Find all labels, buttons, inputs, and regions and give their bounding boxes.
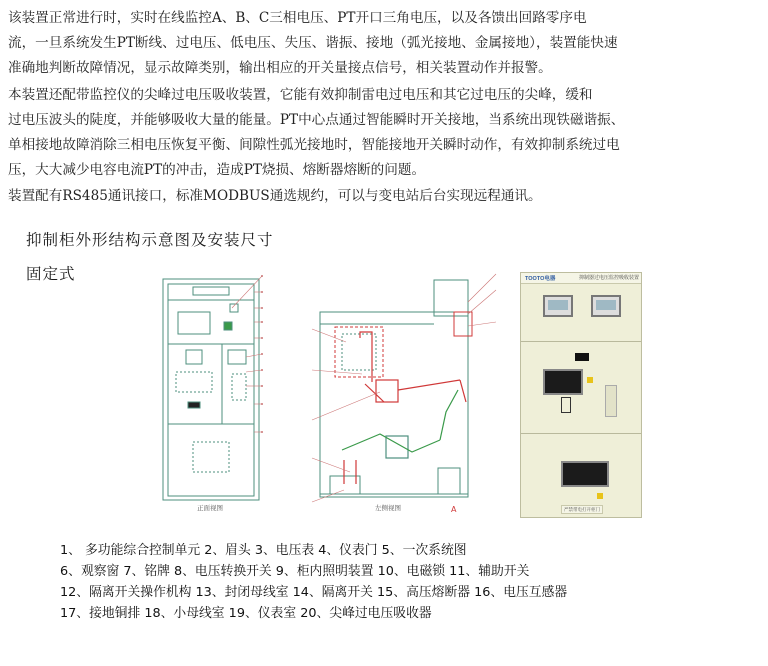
photo-brand: TOOTO电器 <box>525 276 556 282</box>
paragraph-line: 该装置正常进行时，实时在线监控A、B、C三相电压、PT开口三角电压，以及各馈出回路零序电 <box>8 10 587 26</box>
cabinet-photo <box>520 272 642 518</box>
paragraph-line: 装置配有RS485通讯接口，标准MODBUS通选规约，可以与变电站后台实现远程通讯。 <box>8 188 542 204</box>
paragraph-absorber <box>8 83 760 183</box>
side-view-diagram <box>320 280 472 497</box>
paragraph-line: 过电压波头的陡度，并能够吸收大量的能量。PT中心点通过智能瞬时开关接地，当系统出现铁磁谐振、 <box>8 112 625 128</box>
legend-line: 12、隔离开关操作机构 13、封闭母线室 14、隔离开关 15、高压熔断器 16、电压互感器 <box>60 585 568 600</box>
paragraph-line: 压，大大减少电容电流PT的冲击，造成PT烧损、熔断器熔断的问题。 <box>8 162 426 178</box>
monitor-screen-right <box>591 295 621 317</box>
side-view-caption: 左侧视图 <box>375 504 401 512</box>
paragraph-line: 准确地判断故障情况，显示故障类别，输出相应的开关量接点信号，相关装置动作并报警。 <box>8 60 552 76</box>
paragraph-line: 单相接地故障消除三相电压恢复平衡、间隙性弧光接地时，智能接地开关瞬时动作，有效抑制系统过电 <box>8 137 620 153</box>
lower-observation-window <box>561 461 609 487</box>
paragraph-line: 本装置还配带监控仪的尖峰过电压吸收装置，它能有效抑制雷电过电压和其它过电压的尖峰，缓和 <box>8 87 593 103</box>
section-title: 抑制柜外形结构示意图及安装尺寸 <box>26 231 274 249</box>
photo-footer-label: 严禁带电打开柜门 <box>561 505 603 514</box>
front-view-diagram <box>163 279 259 500</box>
front-view-caption: 正面视图 <box>197 504 223 512</box>
observation-window <box>543 369 583 395</box>
door-latch <box>605 385 617 417</box>
photo-header-band <box>521 273 641 284</box>
legend-line: 1、 多功能综合控制单元 2、眉头 3、电压表 4、仪表门 5、一次系统图 <box>60 543 467 558</box>
legend-line: 17、接地铜排 18、小母线室 19、仪表室 20、尖峰过电压吸收器 <box>60 606 432 621</box>
photo-header-text: 抑制器过电压监控吸收装置 <box>579 275 640 281</box>
front-view-callouts <box>232 276 262 432</box>
indicator-display <box>575 353 589 361</box>
warning-sign-icon <box>587 377 593 383</box>
subsection-title: 固定式 <box>26 265 76 283</box>
paragraph-monitoring <box>8 6 760 81</box>
cabinet-diagrams <box>0 262 520 524</box>
side-view-marker: A <box>451 505 457 514</box>
component-legend <box>60 540 567 624</box>
paragraph-communication <box>8 184 760 209</box>
paragraph-line: 流，一旦系统发生PT断线、过电压、低电压、失压、谐振、接地（弧光接地、金属接地），装置能快速 <box>8 35 618 51</box>
side-view-ground-wire <box>342 390 458 452</box>
legend-line: 6、观察窗 7、铭牌 8、电压转换开关 9、柜内照明装置 10、电磁锁 11、辅助开关 <box>60 564 530 579</box>
monitor-screen-left <box>543 295 573 317</box>
switch-handle-icon <box>561 397 571 413</box>
lower-warning-sign-icon <box>597 493 603 499</box>
